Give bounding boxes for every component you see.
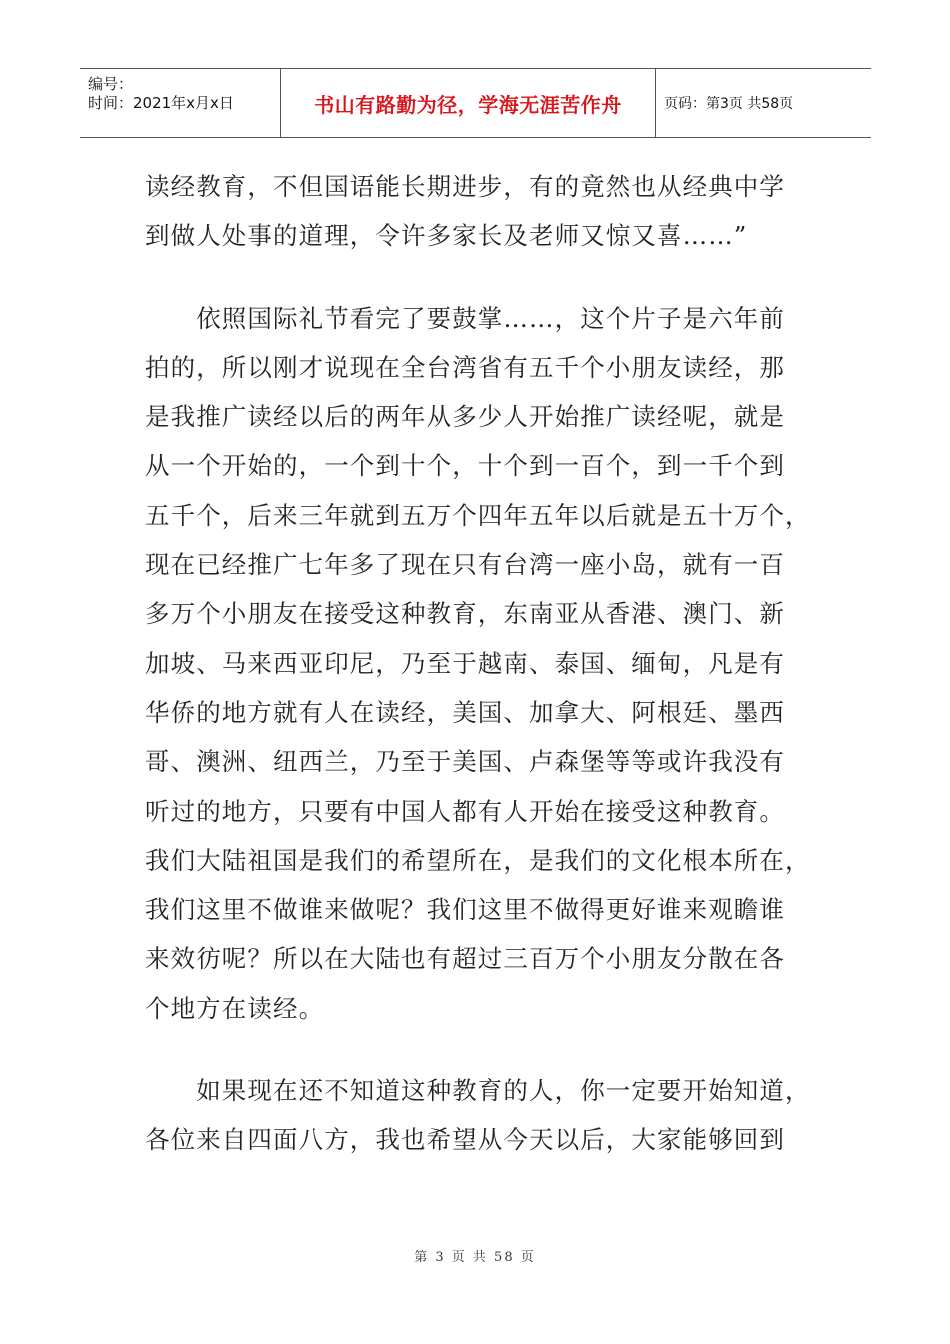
motto-text: 书山有路勤为径，学海无涯苦作舟 bbox=[314, 92, 622, 117]
page-footer: 第 3 页 共 58 页 bbox=[414, 1250, 536, 1265]
paragraph bbox=[145, 162, 805, 261]
time-label: 时间：2021年x月x日 bbox=[88, 94, 234, 112]
text-line: 多万个小朋友在接受这种教育，东南亚从香港、澳门、新 bbox=[145, 599, 785, 629]
page-header-table bbox=[80, 68, 871, 138]
text-line: 到做人处事的道理，令许多家长及老师又惊又喜……” bbox=[145, 221, 748, 251]
text-line: 依照国际礼节看完了要鼓掌……，这个片子是六年前 bbox=[145, 303, 785, 333]
text-line: 五千个，后来三年就到五万个四年五年以后就是五十万个， bbox=[145, 500, 811, 530]
text-line: 读经教育，不但国语能长期进步，有的竟然也从经典中学 bbox=[145, 172, 785, 201]
text-line: 加坡、马来西亚印尼，乃至于越南、泰国、缅甸，凡是有 bbox=[145, 648, 785, 678]
page-info: 页码：第3页 共58页 bbox=[664, 96, 794, 112]
text-line: 各位来自四面八方，我也希望从今天以后，大家能够回到 bbox=[145, 1125, 785, 1155]
paragraph-gap bbox=[145, 1033, 805, 1066]
document-body bbox=[145, 162, 811, 1165]
text-line: 是我推广读经以后的两年从多少人开始推广读经呢，就是 bbox=[145, 402, 785, 432]
paragraph bbox=[145, 294, 811, 1033]
text-line: 个地方在读经。 bbox=[145, 993, 325, 1023]
text-line: 如果现在还不知道这种教育的人，你一定要开始知道， bbox=[145, 1076, 811, 1106]
text-line: 我们大陆祖国是我们的希望所在，是我们的文化根本所在， bbox=[145, 845, 811, 875]
header-motto-cell bbox=[281, 69, 656, 137]
text-line: 来效彷呢？所以在大陆也有超过三百万个小朋友分散在各 bbox=[145, 944, 785, 974]
header-page-cell bbox=[656, 69, 871, 137]
text-line: 听过的地方，只要有中国人都有人开始在接受这种教育。 bbox=[145, 796, 785, 826]
number-label: 编号： bbox=[88, 75, 134, 93]
text-line: 我们这里不做谁来做呢？我们这里不做得更好谁来观瞻谁 bbox=[145, 895, 785, 925]
paragraph-gap bbox=[145, 261, 805, 294]
text-line: 华侨的地方就有人在读经，美国、加拿大、阿根廷、墨西 bbox=[145, 697, 785, 727]
text-line: 现在已经推广七年多了现在只有台湾一座小岛，就有一百 bbox=[145, 550, 785, 580]
paragraph bbox=[145, 1066, 811, 1165]
text-line: 拍的，所以刚才说现在全台湾省有五千个小朋友读经，那 bbox=[145, 352, 785, 382]
text-line: 哥、澳洲、纽西兰，乃至于美国、卢森堡等等或许我没有 bbox=[145, 747, 785, 777]
text-line: 从一个开始的，一个到十个，十个到一百个，到一千个到 bbox=[145, 451, 785, 481]
header-meta-cell bbox=[80, 69, 281, 137]
